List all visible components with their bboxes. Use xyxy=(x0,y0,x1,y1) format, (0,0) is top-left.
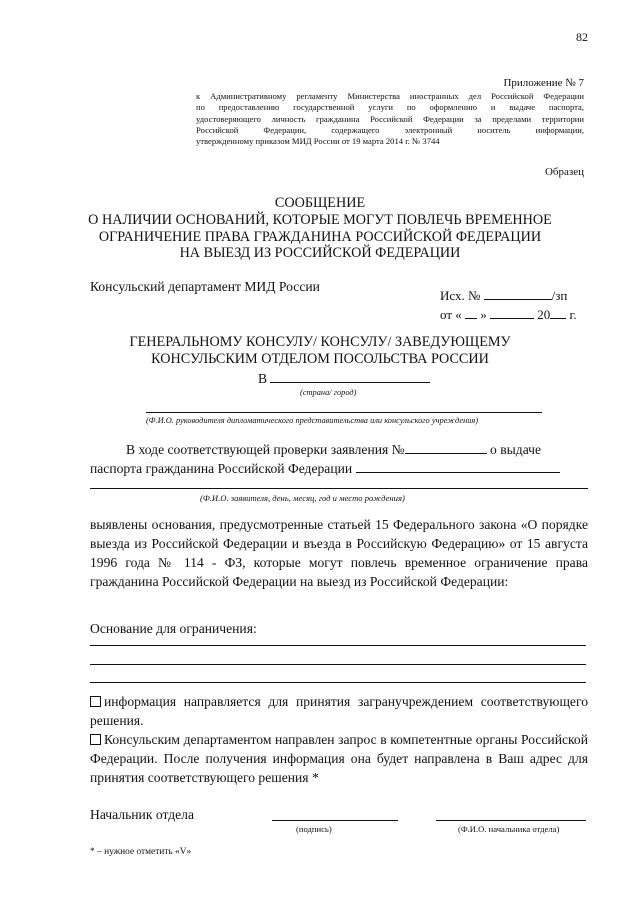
department-name: Консульский департамент МИД России xyxy=(90,279,320,294)
option-1 xyxy=(90,692,588,730)
head-name-field[interactable] xyxy=(146,412,542,413)
year-suffix: г. xyxy=(569,307,577,322)
country-city-caption: (страна/ город) xyxy=(300,388,357,397)
appendix-line: по предоставлению государственной услуги по оформлению и выдаче паспорта, xyxy=(196,102,584,113)
appendix-line: к Административному регламенту Министерства иностранных дел Российской Федерации xyxy=(196,91,584,102)
application-number-field[interactable] xyxy=(405,440,487,454)
applicant-caption: (Ф.И.О. заявителя, день, месяц, год и место рождения) xyxy=(200,493,405,503)
in-label: В xyxy=(258,371,268,386)
addressee xyxy=(90,334,550,368)
basis-label: Основание для ограничения: xyxy=(90,621,257,636)
basis-line[interactable] xyxy=(90,664,586,665)
option-1-text: информация направляется для принятия загранучреждением соответствующего решения. xyxy=(90,694,588,728)
sample-label: Образец xyxy=(544,166,584,178)
country-city-line xyxy=(258,369,430,387)
appendix-line: удостоверяющего личность гражданина Российской Федерации за пределами территории xyxy=(196,113,584,124)
outgoing-number-block xyxy=(440,286,577,324)
signature-caption: (подпись) xyxy=(296,824,332,834)
check-text-part1: В ходе соответствующей проверки заявления № xyxy=(126,442,405,457)
passport-citizen-field[interactable] xyxy=(356,459,560,473)
addressee-line: ГЕНЕРАЛЬНОМУ КОНСУЛУ/ КОНСУЛУ/ ЗАВЕДУЮЩЕМУ xyxy=(129,334,511,350)
appendix-line: утвержденному приказом МИД России от 19 марта 2014 г. № 3744 xyxy=(196,136,440,147)
date-month-field[interactable] xyxy=(490,305,534,319)
title-line: ОГРАНИЧЕНИЕ ПРАВА ГРАЖДАНИНА РОССИЙСКОЙ ФЕДЕРАЦИИ xyxy=(98,228,542,245)
head-name-field-bottom[interactable] xyxy=(436,820,586,821)
option-2 xyxy=(90,730,588,787)
check-line-1 xyxy=(126,440,541,459)
option-2-text: Консульским департаментом направлен запрос в компетентные органы Российской Федерации. После получения информация она будет направлена в Ваш адрес для принятия соответствующего решения * xyxy=(90,732,588,785)
basis-line[interactable] xyxy=(90,645,586,646)
outgoing-date-line xyxy=(440,305,577,324)
date-mid: » xyxy=(480,307,487,322)
option-1-checkbox[interactable] xyxy=(90,696,101,707)
appendix-header xyxy=(196,78,584,147)
basis-line[interactable] xyxy=(90,682,586,683)
outgoing-number-field[interactable] xyxy=(484,286,552,300)
applicant-field[interactable] xyxy=(90,488,588,489)
year-prefix: 20 xyxy=(537,307,551,322)
addressee-line: КОНСУЛЬСКИМ ОТДЕЛОМ ПОСОЛЬСТВА РОССИИ xyxy=(151,351,489,367)
check-text-part2: о выдаче xyxy=(490,442,542,457)
appendix-title: Приложение № 7 xyxy=(503,77,584,89)
grounds-paragraph: выявлены основания, предусмотренные статьей 15 Федерального закона «О порядке выезда из Российской Федерации и въезда в Российскую Федерацию» от 15 августа 1996 года № 114 - ФЗ, которые могут повлечь временное ограничение права гражданина Российской Федерации на выезд из Российской Федерации: xyxy=(90,517,588,589)
check-line-2 xyxy=(90,459,560,478)
head-of-department-label: Начальник отдела xyxy=(90,807,194,822)
country-city-field[interactable] xyxy=(270,369,430,383)
document-title xyxy=(60,195,580,262)
outgoing-number-label: Исх. № xyxy=(440,288,481,303)
footnote: * – нужное отметить «V» xyxy=(90,847,192,857)
head-name-caption: (Ф.И.О. руководителя дипломатического представительства или консульского учреждения) xyxy=(146,416,479,425)
head-name-bottom-caption: (Ф.И.О. начальника отдела) xyxy=(458,824,560,834)
title-line: О НАЛИЧИИ ОСНОВАНИЙ, КОТОРЫЕ МОГУТ ПОВЛЕЧЬ ВРЕМЕННОЕ xyxy=(88,211,552,228)
appendix-line: Российской Федерации, содержащего электронный носитель информации, xyxy=(196,124,584,135)
date-year-field[interactable] xyxy=(550,305,566,319)
title-line: НА ВЫЕЗД ИЗ РОССИЙСКОЙ ФЕДЕРАЦИИ xyxy=(179,245,461,262)
signature-field[interactable] xyxy=(272,820,398,821)
outgoing-number-suffix: /зп xyxy=(551,288,568,303)
option-2-checkbox[interactable] xyxy=(90,734,101,745)
outgoing-number-line xyxy=(440,286,577,305)
title-line: СООБЩЕНИЕ xyxy=(274,195,366,211)
check-text-line2: паспорта гражданина Российской Федерации xyxy=(90,461,353,476)
date-day-field[interactable] xyxy=(465,305,477,319)
page-number: 82 xyxy=(576,30,588,44)
date-prefix: от « xyxy=(440,307,462,322)
